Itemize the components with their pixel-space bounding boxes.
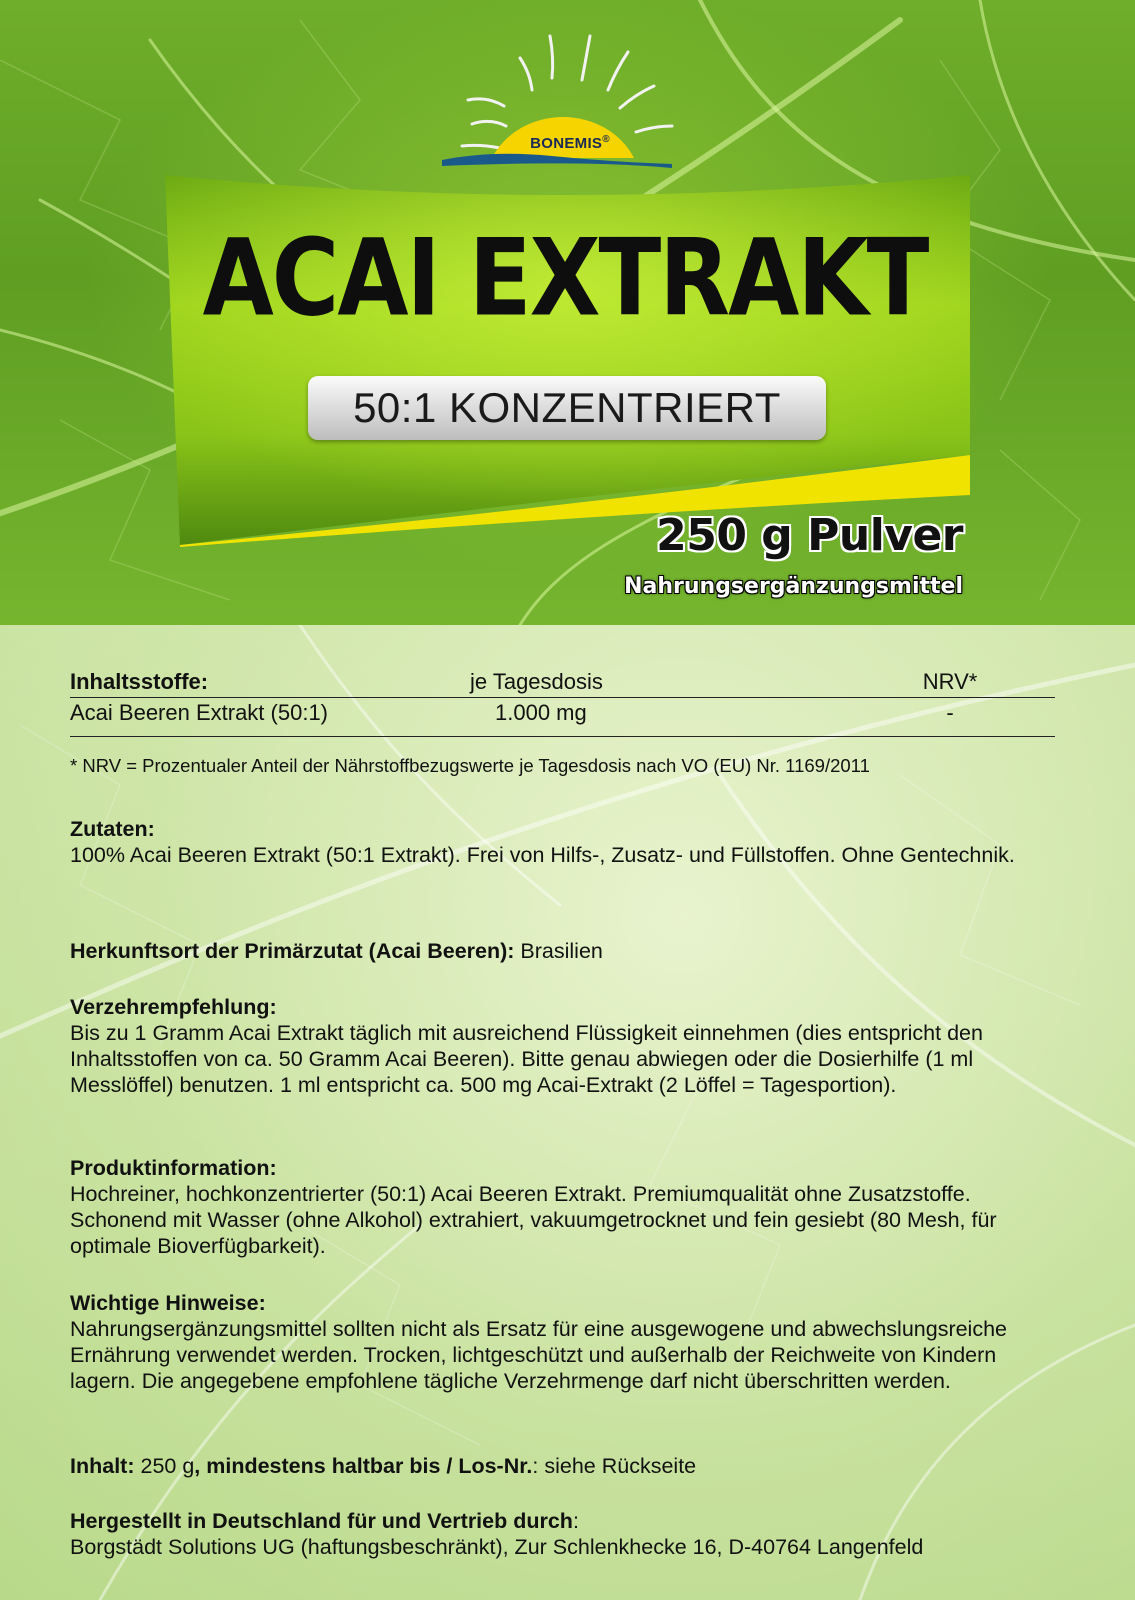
hinweise-label: Wichtige Hinweise: xyxy=(70,1291,266,1315)
hero-leaf-background xyxy=(0,0,1135,625)
product-category: Nahrungsergänzungsmittel xyxy=(624,574,963,599)
inhalt-label: Inhalt: xyxy=(70,1454,135,1478)
concentration-badge: 50:1 KONZENTRIERT xyxy=(308,376,826,440)
herkunft-label: Herkunftsort der Primärzutat (Acai Beeren): xyxy=(70,939,515,963)
section-produktinfo xyxy=(70,1155,1060,1259)
cell-nrv: - xyxy=(946,700,954,725)
nutrition-table xyxy=(70,667,1055,737)
section-zutaten xyxy=(70,816,1060,868)
header-ingredients: Inhaltsstoffe: xyxy=(70,669,209,694)
net-weight: 250 g Pulver xyxy=(656,510,963,561)
section-hersteller xyxy=(70,1508,1060,1560)
haltbar-label: , mindestens haltbar bis / Los-Nr. xyxy=(194,1454,533,1478)
cell-amount: 1.000 mg xyxy=(495,700,587,725)
brand-logo-text: BONEMIS® xyxy=(530,134,610,152)
product-title: ACAI EXTRAKT xyxy=(202,216,928,340)
nrv-footnote: * NRV = Prozentualer Anteil der Nährstoffbezugswerte je Tagesdosis nach VO (EU) Nr. 1169/2011 xyxy=(70,755,870,776)
zutaten-label: Zutaten: xyxy=(70,817,155,841)
haltbar-value: : siehe Rückseite xyxy=(532,1454,697,1478)
verzehr-text: Bis zu 1 Gramm Acai Extrakt täglich mit ausreichend Flüssigkeit einnehmen (dies entspricht den Inhaltsstoffen von ca. 50 Gramm Acai Beeren). Bitte genau abwiegen oder die Dosierhilfe (1 ml Messlöffel) benutzen. 1 ml entspricht ca. 500 mg Acai-Extrakt (2 Löffel = Tagesportion). xyxy=(70,1021,983,1097)
cell-ingredient: Acai Beeren Extrakt (50:1) xyxy=(70,700,329,725)
table-header-row xyxy=(70,667,1055,698)
bonemis-sun-logo xyxy=(432,28,682,178)
header-daily-dose: je Tagesdosis xyxy=(470,669,603,694)
herkunft-value: Brasilien xyxy=(520,939,603,963)
section-hinweise xyxy=(70,1290,1060,1394)
zutaten-text: 100% Acai Beeren Extrakt (50:1 Extrakt). Frei von Hilfs-, Zusatz- und Füllstoffen. Ohne Gentechnik. xyxy=(70,843,1015,867)
produktinfo-label: Produktinformation: xyxy=(70,1156,277,1180)
section-verzehr xyxy=(70,994,1060,1098)
verzehr-label: Verzehrempfehlung: xyxy=(70,995,277,1019)
hersteller-label: Hergestellt in Deutschland für und Vertrieb durch xyxy=(70,1509,573,1533)
hersteller-colon: : xyxy=(572,1509,579,1533)
hersteller-text: Borgstädt Solutions UG (haftungsbeschränkt), Zur Schlenkhecke 16, D-40764 Langenfeld xyxy=(70,1535,924,1559)
produktinfo-text: Hochreiner, hochkonzentrierter (50:1) Acai Beeren Extrakt. Premiumqualität ohne Zusatzstoffe. Schonend mit Wasser (ohne Alkohol) extrahiert, vakuumgetrocknet und fein gesiebt (80 Mesh, für optimale Bioverfügbarkeit). xyxy=(70,1182,997,1258)
header-nrv: NRV* xyxy=(922,669,978,694)
inhalt-value: 250 g xyxy=(140,1454,195,1478)
section-herkunft xyxy=(70,938,1060,964)
hinweise-text: Nahrungsergänzungsmittel sollten nicht als Ersatz für eine ausgewogene und abwechslungsreiche Ernährung verwendet werden. Trocken, lichtgeschützt und außerhalb der Reichweite von Kindern lagern. Die angegebene empfohlene tägliche Verzehrmenge darf nicht überschritten werden. xyxy=(70,1317,1008,1393)
table-row xyxy=(70,698,1055,737)
section-inhalt xyxy=(70,1453,1060,1479)
